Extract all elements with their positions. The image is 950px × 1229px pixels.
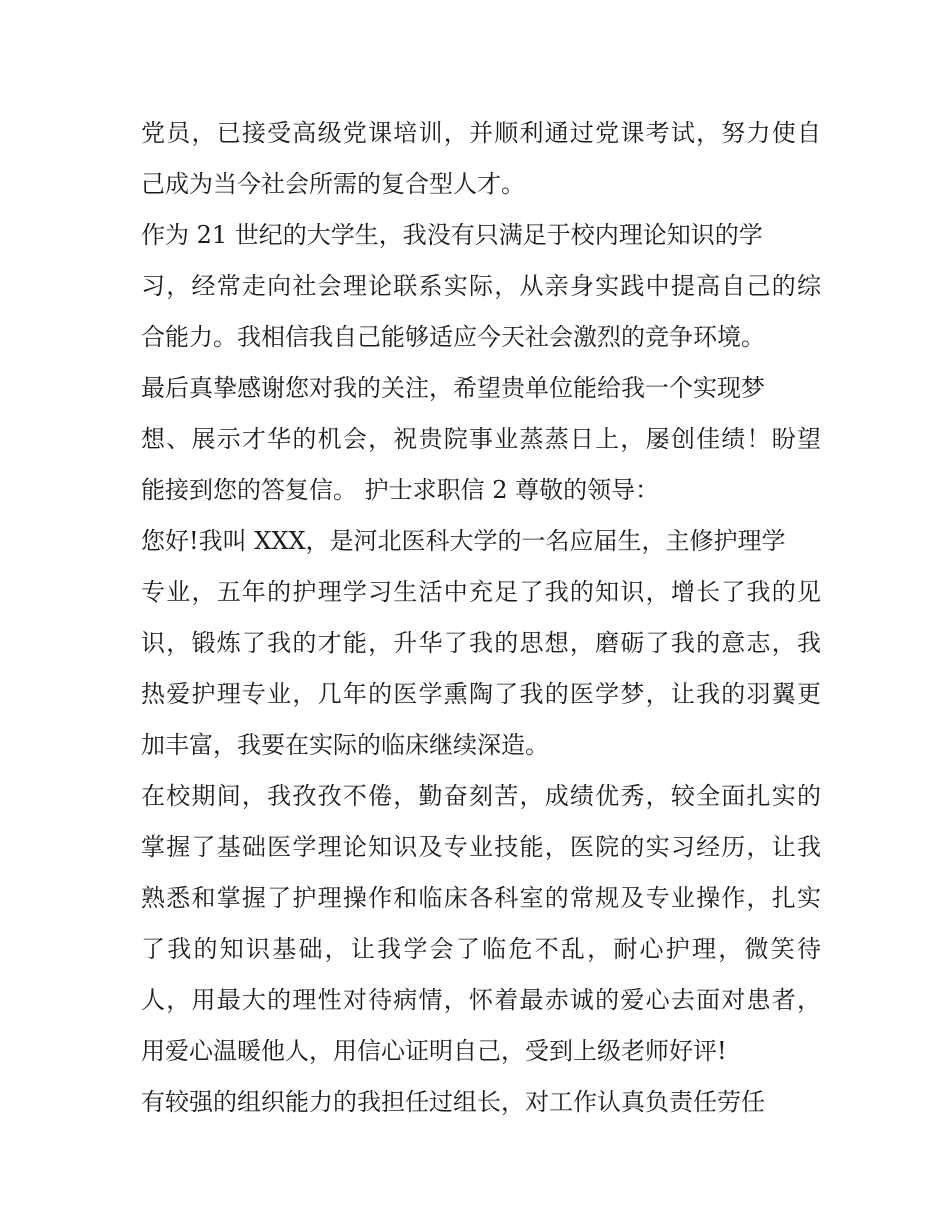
text-line: 想、展示才华的机会，祝贵院事业蒸蒸日上，屡创佳绩！盼望	[141, 425, 821, 453]
text-line: 您好!我叫 XXX，是河北医科大学的一名应届生，主修护理学	[141, 527, 786, 555]
text-line: 能接到您的答复信。 护士求职信 2 尊敬的领导：	[141, 476, 660, 504]
text-line: 合能力。我相信我自己能够适应今天社会激烈的竞争环境。	[141, 323, 765, 351]
text-line: 作为 21 世纪的大学生，我没有只满足于校内理论知识的学	[141, 221, 763, 249]
text-line: 有较强的组织能力的我担任过组长，对工作认真负责任劳任	[141, 1088, 765, 1116]
text-line: 专业，五年的护理学习生活中充足了我的知识，增长了我的见	[141, 578, 821, 606]
text-line: 加丰富，我要在实际的临床继续深造。	[141, 731, 549, 759]
text-line: 己成为当今社会所需的复合型人才。	[141, 170, 525, 198]
text-line: 党员，已接受高级党课培训，并顺利通过党课考试，努力使自	[141, 119, 821, 147]
document-body	[141, 108, 821, 1128]
text-line: 掌握了基础医学理论知识及专业技能，医院的实习经历，让我	[141, 833, 821, 861]
text-line: 热爱护理专业，几年的医学熏陶了我的医学梦，让我的羽翼更	[141, 680, 821, 708]
text-line: 人，用最大的理性对待病情，怀着最赤诚的爱心去面对患者，	[141, 986, 821, 1014]
text-line: 习，经常走向社会理论联系实际，从亲身实践中提高自己的综	[141, 272, 821, 300]
text-line: 在校期间，我孜孜不倦，勤奋刻苦，成绩优秀，较全面扎实的	[141, 782, 821, 810]
text-line: 了我的知识基础，让我学会了临危不乱，耐心护理，微笑待	[141, 935, 821, 963]
text-line: 用爱心温暖他人，用信心证明自己，受到上级老师好评!	[141, 1037, 727, 1065]
text-line: 识，锻炼了我的才能，升华了我的思想，磨砺了我的意志，我	[141, 629, 821, 657]
text-line: 熟悉和掌握了护理操作和临床各科室的常规及专业操作，扎实	[141, 884, 821, 912]
text-line: 最后真挚感谢您对我的关注，希望贵单位能给我一个实现梦	[141, 374, 765, 402]
